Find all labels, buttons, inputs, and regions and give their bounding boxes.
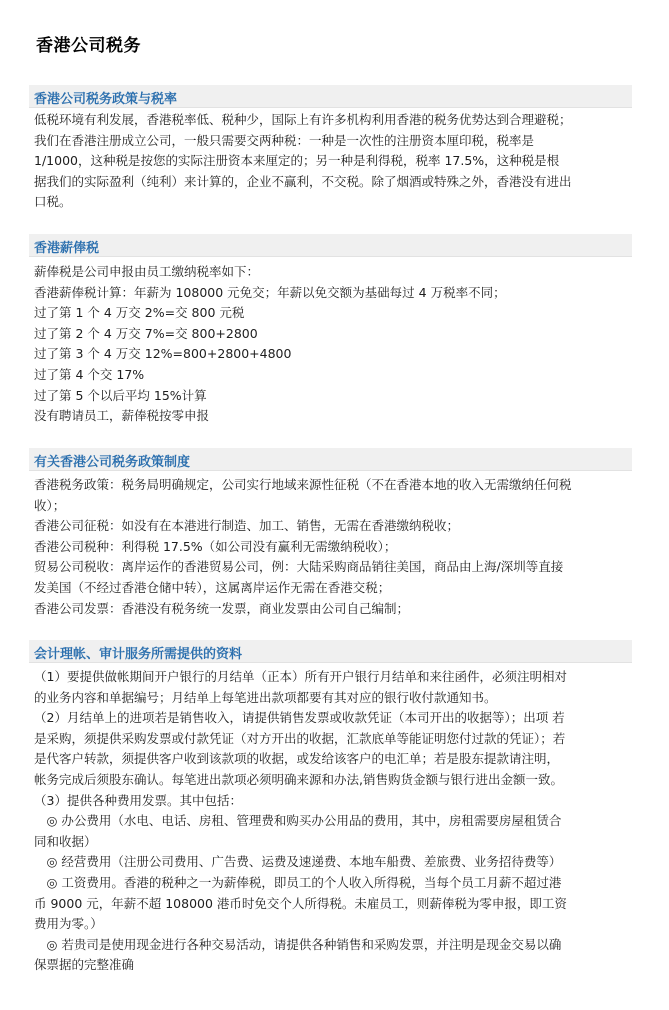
text-line: 的业务内容和单据编号；月结单上每笔进出款项都要有其对应的银行收付款通知书。	[34, 689, 497, 705]
text-line: 币 9000 元，年薪不超 108000 港币时免交个人所得税。未雇员工，则薪俸税为零申报，即工资	[34, 895, 567, 911]
text-line: （2）月结单上的进项若是销售收入，请提供销售发票或收款凭证（本司开出的收据等）；出项 若	[34, 710, 565, 726]
text-line: 低税环境有利发展，香港税率低、税种少，国际上有许多机构利用香港的税务优势达到合理避税；	[34, 112, 572, 127]
text-line: 帐务完成后须股东确认。每笔进出款项必须明确来源和办法,销售购货金额与银行进出金额一致。	[34, 771, 563, 787]
section-header-accounting-audit	[29, 640, 632, 663]
text-line: 口税。	[34, 194, 72, 210]
text-line: 我们在香港注册成立公司，一般只需要交两种税：一种是一次性的注册资本厘印税，税率是	[34, 132, 535, 148]
section-header-tax-policy	[29, 85, 632, 108]
text-line: 费用为零。）	[34, 916, 103, 932]
text-line: 没有聘请员工，薪俸税按零申报	[34, 408, 210, 424]
text-line: 薪俸税是公司申报由员工缴纳税率如下：	[34, 264, 260, 279]
text-line: ◎ 若贵司是使用现金进行各种交易活动，请提供各种销售和采购发票，并注明是现金交易以确	[34, 936, 562, 952]
text-line: （3）提供各种费用发票。其中包括：	[34, 792, 242, 808]
text-line: ◎ 经营费用（注册公司费用、广告费、运费及速递费、本地车船费、差旅费、业务招待费等）	[34, 854, 562, 870]
text-line: 过了第 2 个 4 万交 7%=交 800+2800	[34, 325, 258, 341]
text-line: 同和收据）	[34, 833, 97, 849]
page-title: 香港公司税务	[36, 36, 141, 56]
text-line: 过了第 5 个以后平均 15%计算	[34, 387, 207, 403]
section-body-salaries-tax	[34, 262, 634, 427]
section-heading: 香港薪俸税	[34, 241, 100, 256]
section-body-tax-policy	[34, 110, 634, 213]
text-line: 香港税务政策：税务局明确规定，公司实行地域来源性征税（不在香港本地的收入无需缴纳任何税	[34, 477, 572, 492]
text-line: 保票据的完整准确	[34, 957, 135, 973]
text-line: 是采购，须提供采购发票或付款凭证（对方开出的收据，汇款底单等能证明您付过款的凭证）；若	[34, 730, 566, 746]
section-body-accounting-audit	[34, 667, 634, 976]
section-body-tax-system	[34, 475, 634, 619]
section-header-salaries-tax	[29, 234, 632, 257]
text-line: ◎ 办公费用（水电、电话、房租、管理费和购买办公用品的费用，其中，房租需要房屋租赁合	[34, 813, 562, 829]
text-line: 过了第 4 个交 17%	[34, 366, 145, 382]
text-line: 是代客户转款，须提供客户收到该款项的收据，或发给该客户的电汇单；若是股东提款请注明，	[34, 751, 560, 767]
text-line: 过了第 1 个 4 万交 2%=交 800 元税	[34, 305, 245, 321]
text-line: 贸易公司税收：离岸运作的香港贸易公司，例：大陆采购商品销往美国，商品由上海/深圳等直接	[34, 559, 564, 575]
text-line: （1）要提供做帐期间开户银行的月结单（正本）所有开户银行月结单和来往函件，必须注明相对	[34, 669, 567, 684]
text-line: 据我们的实际盈利（纯利）来计算的，企业不赢利，不交税。除了烟酒或特殊之外，香港没有进出	[34, 173, 572, 189]
text-line: 过了第 3 个 4 万交 12%=800+2800+4800	[34, 346, 292, 362]
text-line: 香港薪俸税计算：年薪为 108000 元免交；年薪以免交额为基础每过 4 万税率不同；	[34, 284, 506, 300]
section-heading: 有关香港公司税务政策制度	[34, 455, 191, 470]
text-line: ◎ 工资费用。香港的税种之一为薪俸税，即员工的个人收入所得税，当每个员工月薪不超过港	[34, 874, 562, 890]
section-heading: 香港公司税务政策与税率	[34, 92, 178, 107]
text-line: 收）；	[34, 497, 66, 513]
section-header-tax-system	[29, 448, 632, 471]
text-line: 发美国（不经过香港仓储中转），这属离岸运作无需在香港交税；	[34, 579, 391, 595]
section-heading: 会计理帐、审计服务所需提供的资料	[34, 647, 243, 662]
text-line: 香港公司税种：利得税 17.5%（如公司没有赢利无需缴纳税收）；	[34, 538, 397, 554]
text-line: 香港公司发票：香港没有税务统一发票，商业发票由公司自己编制；	[34, 600, 410, 616]
text-line: 香港公司征税：如没有在本港进行制造、加工、销售，无需在香港缴纳税收；	[34, 518, 460, 534]
text-line: 1/1000，这种税是按您的实际注册资本来厘定的；另一种是利得税，税率 17.5%，这种税是根	[34, 153, 560, 169]
